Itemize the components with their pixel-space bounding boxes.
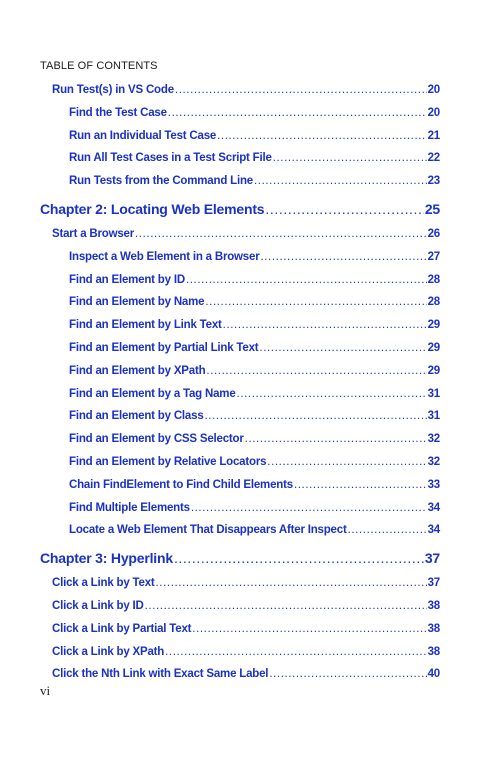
toc-page-number: 27 xyxy=(427,250,440,263)
toc-page-number: 29 xyxy=(427,319,440,332)
dot-leader xyxy=(259,342,426,354)
toc-entry-title: Click a Link by Partial Text xyxy=(52,622,192,635)
toc-entry-title: Find an Element by CSS Selector xyxy=(69,433,244,446)
toc-page-number: 26 xyxy=(427,227,440,240)
toc-chapter-link[interactable] xyxy=(40,201,440,228)
toc-page-number: 31 xyxy=(427,410,440,423)
toc-entry-link[interactable] xyxy=(40,646,440,669)
dot-leader xyxy=(135,228,427,240)
toc-entry-title: Find Multiple Elements xyxy=(69,501,190,514)
toc-entry-link[interactable] xyxy=(40,410,440,433)
toc-entry-link[interactable] xyxy=(40,668,440,691)
toc-entry-link[interactable] xyxy=(40,502,440,525)
toc-entry-link[interactable] xyxy=(40,388,440,411)
toc-entry-title: Inspect a Web Element in a Browser xyxy=(69,250,260,263)
toc-entry-title: Locate a Web Element That Disappears After Inspect xyxy=(69,524,347,537)
toc-entry-title: Find an Element by Relative Locators xyxy=(69,455,267,468)
toc-entry-link[interactable] xyxy=(40,365,440,388)
toc-entry-link[interactable] xyxy=(40,342,440,365)
toc-entry-title: Run Tests from the Command Line xyxy=(69,175,253,188)
toc-entry-link[interactable] xyxy=(40,175,440,198)
toc-entry-title: Find an Element by Name xyxy=(69,296,205,309)
toc-entry-title: Find an Element by ID xyxy=(69,273,185,286)
toc-page-number: 20 xyxy=(427,84,440,96)
toc-entry-title: Find an Element by Class xyxy=(69,410,204,423)
toc-entry-title: Click the Nth Link with Exact Same Label xyxy=(52,668,269,681)
toc-page-number: 37 xyxy=(427,577,440,590)
toc-chapter-link[interactable] xyxy=(40,550,440,577)
toc-page-number: 33 xyxy=(427,478,440,491)
toc-page-number: 40 xyxy=(427,668,440,681)
toc-entry-title: Chapter 2: Locating Web Elements xyxy=(40,200,265,217)
toc-entry-link[interactable] xyxy=(40,319,440,342)
toc-entry-title: Find an Element by XPath xyxy=(69,364,206,377)
dot-leader xyxy=(254,175,427,187)
toc-page-number: 21 xyxy=(427,129,440,142)
dot-leader xyxy=(223,319,427,331)
dot-leader xyxy=(165,646,426,658)
toc-page-number: 20 xyxy=(427,106,440,119)
dot-leader xyxy=(186,274,427,286)
toc-page-number: 22 xyxy=(427,152,440,165)
toc-page-number: 25 xyxy=(424,200,440,217)
toc-page-number: 32 xyxy=(427,433,440,446)
running-header: TABLE OF CONTENTS xyxy=(40,60,158,72)
toc-entry-link[interactable] xyxy=(40,107,440,130)
toc-entry-title: Chain FindElement to Find Child Elements xyxy=(69,478,293,491)
dot-leader xyxy=(205,410,427,422)
toc-page-number: 28 xyxy=(427,273,440,286)
dot-leader xyxy=(260,251,426,263)
toc-page-number: 31 xyxy=(427,387,440,400)
toc-entry-link[interactable] xyxy=(40,577,440,600)
dot-leader xyxy=(206,365,426,377)
toc-entry-link[interactable] xyxy=(40,479,440,502)
page-number: vi xyxy=(40,683,51,698)
toc-entry-title: Find an Element by Partial Link Text xyxy=(69,341,259,354)
toc-entry-link[interactable] xyxy=(40,84,440,107)
dot-leader xyxy=(245,433,427,445)
toc-entry-title: Click a Link by ID xyxy=(52,599,144,612)
toc-entry-title: Click a Link by Text xyxy=(52,577,155,590)
dot-leader xyxy=(192,623,426,635)
toc-entry-title: Chapter 3: Hyperlink xyxy=(40,550,173,567)
toc-entry-link[interactable] xyxy=(40,152,440,175)
dot-leader xyxy=(273,152,427,164)
dot-leader xyxy=(174,550,424,566)
toc-entry-link[interactable] xyxy=(40,274,440,297)
toc-entry-title: Click a Link by XPath xyxy=(52,645,165,658)
toc-entry-link[interactable] xyxy=(40,433,440,456)
toc-page-number: 38 xyxy=(427,599,440,612)
toc-page-number: 29 xyxy=(427,341,440,354)
toc-entry-link[interactable] xyxy=(40,456,440,479)
dot-leader xyxy=(294,479,427,491)
toc-entry-title: Find an Element by Link Text xyxy=(69,319,222,332)
toc-entry-title: Run All Test Cases in a Test Script File xyxy=(69,152,272,165)
dot-leader xyxy=(267,456,426,468)
toc-entry-title: Run an Individual Test Case xyxy=(69,129,217,142)
toc-entry-link[interactable] xyxy=(40,130,440,153)
toc-entry-title: Find the Test Case xyxy=(69,106,167,119)
dot-leader xyxy=(145,600,427,612)
toc-page-number: 37 xyxy=(424,550,440,567)
toc-entry-title: Find an Element by a Tag Name xyxy=(69,387,236,400)
toc-entry-link[interactable] xyxy=(40,524,440,547)
dot-leader xyxy=(237,388,427,400)
dot-leader xyxy=(269,668,426,680)
toc-entry-title: Start a Browser xyxy=(52,227,135,240)
toc-page-number: 28 xyxy=(427,296,440,309)
toc-entry-link[interactable] xyxy=(40,251,440,274)
table-of-contents xyxy=(40,84,440,691)
toc-entry-link[interactable] xyxy=(40,600,440,623)
toc-page-number: 32 xyxy=(427,455,440,468)
toc-page-number: 38 xyxy=(427,645,440,658)
dot-leader xyxy=(168,107,427,119)
toc-page-number: 38 xyxy=(427,622,440,635)
dot-leader xyxy=(348,524,427,536)
dot-leader xyxy=(217,130,426,142)
dot-leader xyxy=(175,84,427,96)
toc-page-number: 34 xyxy=(427,524,440,537)
toc-entry-title: Run Test(s) in VS Code xyxy=(52,84,174,96)
dot-leader xyxy=(156,577,427,589)
dot-leader xyxy=(205,296,426,308)
toc-page-number: 23 xyxy=(427,175,440,188)
toc-entry-link[interactable] xyxy=(40,228,440,251)
dot-leader xyxy=(265,201,423,217)
toc-entry-link[interactable] xyxy=(40,296,440,319)
toc-entry-link[interactable] xyxy=(40,623,440,646)
toc-page-number: 29 xyxy=(427,364,440,377)
toc-page-number: 34 xyxy=(427,501,440,514)
dot-leader xyxy=(191,502,427,514)
